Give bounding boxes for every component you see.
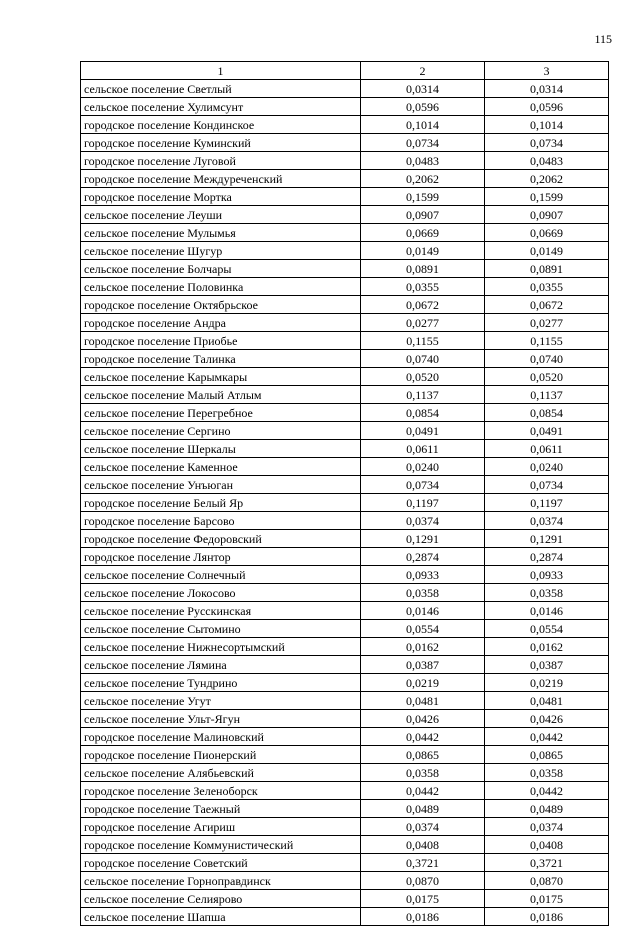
settlement-name-cell: городское поселение Кондинское (81, 116, 361, 134)
settlement-name-cell: сельское поселение Русскинская (81, 602, 361, 620)
value-cell: 0,0355 (485, 278, 609, 296)
table-row (81, 404, 609, 422)
data-table (80, 61, 609, 926)
value-cell: 0,0175 (485, 890, 609, 908)
table-row (81, 818, 609, 836)
value-cell: 0,0554 (361, 620, 485, 638)
table-row (81, 260, 609, 278)
value-cell: 0,0933 (485, 566, 609, 584)
table-row (81, 278, 609, 296)
value-cell: 0,0442 (485, 782, 609, 800)
settlement-name-cell: сельское поселение Перегребное (81, 404, 361, 422)
settlement-name-cell: городское поселение Федоровский (81, 530, 361, 548)
value-cell: 0,0358 (361, 584, 485, 602)
value-cell: 0,0358 (361, 764, 485, 782)
value-cell: 0,0865 (361, 746, 485, 764)
settlement-name-cell: городское поселение Барсово (81, 512, 361, 530)
table-row (81, 332, 609, 350)
value-cell: 0,0491 (485, 422, 609, 440)
value-cell: 0,0374 (361, 512, 485, 530)
table-row (81, 800, 609, 818)
value-cell: 0,0854 (361, 404, 485, 422)
table-row (81, 674, 609, 692)
settlement-name-cell: сельское поселение Шеркалы (81, 440, 361, 458)
table-row (81, 710, 609, 728)
value-cell: 0,0611 (361, 440, 485, 458)
table-row (81, 98, 609, 116)
value-cell: 0,0734 (361, 134, 485, 152)
table-row (81, 512, 609, 530)
settlement-name-cell: городское поселение Таежный (81, 800, 361, 818)
value-cell: 0,1155 (361, 332, 485, 350)
settlement-name-cell: сельское поселение Нижнесортымский (81, 638, 361, 656)
settlement-name-cell: сельское поселение Леуши (81, 206, 361, 224)
value-cell: 0,0483 (485, 152, 609, 170)
settlement-name-cell: городское поселение Пионерский (81, 746, 361, 764)
value-cell: 0,0491 (361, 422, 485, 440)
value-cell: 0,0740 (485, 350, 609, 368)
table-row (81, 224, 609, 242)
value-cell: 0,0483 (361, 152, 485, 170)
settlement-name-cell: сельское поселение Угут (81, 692, 361, 710)
table-row (81, 296, 609, 314)
value-cell: 0,0149 (485, 242, 609, 260)
value-cell: 0,0314 (485, 80, 609, 98)
value-cell: 0,3721 (361, 854, 485, 872)
settlement-name-cell: сельское поселение Сытомино (81, 620, 361, 638)
value-cell: 0,1291 (485, 530, 609, 548)
settlement-name-cell: городское поселение Коммунистический (81, 836, 361, 854)
table-row (81, 602, 609, 620)
value-cell: 0,0865 (485, 746, 609, 764)
table-row (81, 134, 609, 152)
table-row (81, 476, 609, 494)
settlement-name-cell: городское поселение Белый Яр (81, 494, 361, 512)
settlement-name-cell: сельское поселение Локосово (81, 584, 361, 602)
table-row (81, 206, 609, 224)
value-cell: 0,0740 (361, 350, 485, 368)
value-cell: 0,1599 (361, 188, 485, 206)
settlement-name-cell: городское поселение Талинка (81, 350, 361, 368)
settlement-name-cell: сельское поселение Горноправдинск (81, 872, 361, 890)
value-cell: 0,0596 (361, 98, 485, 116)
value-cell: 0,0426 (361, 710, 485, 728)
settlement-name-cell: сельское поселение Сергино (81, 422, 361, 440)
value-cell: 0,0907 (361, 206, 485, 224)
value-cell: 0,0481 (485, 692, 609, 710)
value-cell: 0,0358 (485, 764, 609, 782)
value-cell: 0,0891 (485, 260, 609, 278)
table-row (81, 836, 609, 854)
value-cell: 0,0408 (485, 836, 609, 854)
value-cell: 0,3721 (485, 854, 609, 872)
table-row (81, 638, 609, 656)
value-cell: 0,2874 (361, 548, 485, 566)
value-cell: 0,1155 (485, 332, 609, 350)
table-row (81, 746, 609, 764)
table-row (81, 782, 609, 800)
value-cell: 0,0734 (485, 134, 609, 152)
value-cell: 0,0481 (361, 692, 485, 710)
settlement-name-cell: городское поселение Мортка (81, 188, 361, 206)
value-cell: 0,0219 (485, 674, 609, 692)
settlement-name-cell: городское поселение Агириш (81, 818, 361, 836)
table-row (81, 584, 609, 602)
settlement-name-cell: сельское поселение Унъюган (81, 476, 361, 494)
value-cell: 0,0186 (485, 908, 609, 926)
table-row (81, 242, 609, 260)
value-cell: 0,1197 (361, 494, 485, 512)
column-header: 1 (81, 62, 361, 80)
value-cell: 0,0277 (361, 314, 485, 332)
value-cell: 0,0891 (361, 260, 485, 278)
table-row (81, 350, 609, 368)
value-cell: 0,2062 (485, 170, 609, 188)
value-cell: 0,0596 (485, 98, 609, 116)
settlement-name-cell: городское поселение Зеленоборск (81, 782, 361, 800)
value-cell: 0,2874 (485, 548, 609, 566)
settlement-name-cell: сельское поселение Алябьевский (81, 764, 361, 782)
value-cell: 0,0186 (361, 908, 485, 926)
settlement-name-cell: сельское поселение Светлый (81, 80, 361, 98)
value-cell: 0,0240 (361, 458, 485, 476)
value-cell: 0,0489 (485, 800, 609, 818)
value-cell: 0,0355 (361, 278, 485, 296)
column-header: 3 (485, 62, 609, 80)
value-cell: 0,0426 (485, 710, 609, 728)
settlement-name-cell: городское поселение Малиновский (81, 728, 361, 746)
settlement-name-cell: городское поселение Лянтор (81, 548, 361, 566)
settlement-name-cell: городское поселение Приобье (81, 332, 361, 350)
settlement-name-cell: городское поселение Куминский (81, 134, 361, 152)
table-row (81, 116, 609, 134)
settlement-name-cell: сельское поселение Половинка (81, 278, 361, 296)
settlement-name-cell: сельское поселение Лямина (81, 656, 361, 674)
value-cell: 0,0240 (485, 458, 609, 476)
value-cell: 0,0870 (485, 872, 609, 890)
value-cell: 0,0442 (361, 728, 485, 746)
settlement-name-cell: городское поселение Андра (81, 314, 361, 332)
value-cell: 0,0408 (361, 836, 485, 854)
table-row (81, 152, 609, 170)
table-row (81, 314, 609, 332)
value-cell: 0,1197 (485, 494, 609, 512)
value-cell: 0,0149 (361, 242, 485, 260)
page-number: 115 (594, 32, 612, 46)
value-cell: 0,1014 (361, 116, 485, 134)
value-cell: 0,0387 (485, 656, 609, 674)
table-row (81, 188, 609, 206)
settlement-name-cell: городское поселение Междуреченский (81, 170, 361, 188)
table-row (81, 80, 609, 98)
value-cell: 0,0672 (485, 296, 609, 314)
table-row (81, 764, 609, 782)
settlement-name-cell: сельское поселение Карымкары (81, 368, 361, 386)
settlement-name-cell: сельское поселение Хулимсунт (81, 98, 361, 116)
table-row (81, 170, 609, 188)
table-row (81, 872, 609, 890)
value-cell: 0,0175 (361, 890, 485, 908)
table-row (81, 908, 609, 926)
table-row (81, 368, 609, 386)
value-cell: 0,0387 (361, 656, 485, 674)
value-cell: 0,0669 (485, 224, 609, 242)
value-cell: 0,0442 (361, 782, 485, 800)
table-row (81, 692, 609, 710)
settlement-name-cell: сельское поселение Болчары (81, 260, 361, 278)
settlement-name-cell: сельское поселение Тундрино (81, 674, 361, 692)
settlement-name-cell: сельское поселение Шапша (81, 908, 361, 926)
table-row (81, 728, 609, 746)
settlement-name-cell: сельское поселение Шугур (81, 242, 361, 260)
value-cell: 0,0870 (361, 872, 485, 890)
settlement-name-cell: городское поселение Октябрьское (81, 296, 361, 314)
settlement-name-cell: сельское поселение Мулымья (81, 224, 361, 242)
value-cell: 0,0358 (485, 584, 609, 602)
table-row (81, 386, 609, 404)
settlement-name-cell: сельское поселение Каменное (81, 458, 361, 476)
value-cell: 0,0277 (485, 314, 609, 332)
settlement-name-cell: сельское поселение Солнечный (81, 566, 361, 584)
value-cell: 0,0520 (485, 368, 609, 386)
table-row (81, 620, 609, 638)
value-cell: 0,1014 (485, 116, 609, 134)
value-cell: 0,0489 (361, 800, 485, 818)
value-cell: 0,0611 (485, 440, 609, 458)
value-cell: 0,0162 (485, 638, 609, 656)
table-row (81, 440, 609, 458)
value-cell: 0,1599 (485, 188, 609, 206)
table-row (81, 422, 609, 440)
value-cell: 0,2062 (361, 170, 485, 188)
column-header: 2 (361, 62, 485, 80)
value-cell: 0,0734 (361, 476, 485, 494)
value-cell: 0,0146 (485, 602, 609, 620)
value-cell: 0,0374 (485, 818, 609, 836)
table-row (81, 548, 609, 566)
table-row (81, 530, 609, 548)
settlement-name-cell: сельское поселение Селиярово (81, 890, 361, 908)
table-row (81, 854, 609, 872)
value-cell: 0,0146 (361, 602, 485, 620)
value-cell: 0,0669 (361, 224, 485, 242)
table-row (81, 656, 609, 674)
value-cell: 0,0672 (361, 296, 485, 314)
value-cell: 0,0933 (361, 566, 485, 584)
settlement-name-cell: городское поселение Советский (81, 854, 361, 872)
value-cell: 0,0854 (485, 404, 609, 422)
table-row (81, 458, 609, 476)
value-cell: 0,0374 (485, 512, 609, 530)
value-cell: 0,1291 (361, 530, 485, 548)
settlement-name-cell: городское поселение Луговой (81, 152, 361, 170)
table-header-row (81, 62, 609, 80)
value-cell: 0,0219 (361, 674, 485, 692)
settlement-name-cell: сельское поселение Малый Атлым (81, 386, 361, 404)
table-row (81, 494, 609, 512)
value-cell: 0,0520 (361, 368, 485, 386)
value-cell: 0,1137 (485, 386, 609, 404)
value-cell: 0,0554 (485, 620, 609, 638)
value-cell: 0,0162 (361, 638, 485, 656)
value-cell: 0,0442 (485, 728, 609, 746)
value-cell: 0,1137 (361, 386, 485, 404)
value-cell: 0,0734 (485, 476, 609, 494)
value-cell: 0,0907 (485, 206, 609, 224)
value-cell: 0,0314 (361, 80, 485, 98)
settlement-name-cell: сельское поселение Ульт-Ягун (81, 710, 361, 728)
value-cell: 0,0374 (361, 818, 485, 836)
table-row (81, 566, 609, 584)
